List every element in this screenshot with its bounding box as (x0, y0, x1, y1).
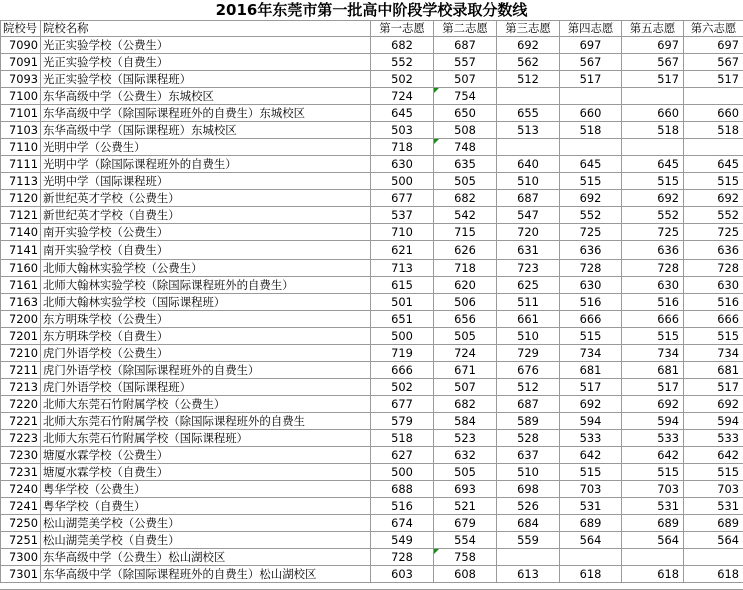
score-cell-choice-1[interactable]: 651 (371, 311, 434, 328)
score-cell-choice-3[interactable]: 687 (497, 190, 560, 207)
score-cell-choice-6[interactable]: 689 (684, 515, 743, 532)
page-title: 2016年东莞市第一批高中阶段学校录取分数线 (215, 1, 528, 19)
score-cell-choice-6[interactable]: 515 (684, 173, 743, 190)
score-cell-choice-5[interactable]: 689 (622, 515, 684, 532)
score-cell-choice-2[interactable]: 682 (434, 190, 497, 207)
table-row (1, 430, 743, 447)
score-cell-choice-5[interactable]: 666 (622, 311, 684, 328)
school-code-cell[interactable]: 7240 (1, 481, 41, 498)
school-name-cell[interactable]: 光明中学（国际课程班） (41, 173, 371, 190)
score-cell-choice-5[interactable]: 564 (622, 532, 684, 549)
score-cell-choice-2[interactable]: 508 (434, 122, 497, 139)
score-cell-choice-4[interactable]: 636 (560, 241, 622, 260)
score-cell-choice-4[interactable]: 728 (560, 260, 622, 277)
score-cell-choice-2[interactable]: 650 (434, 105, 497, 122)
school-name-cell[interactable]: 虎门外语学校（除国际课程班外的自费生） (41, 362, 371, 379)
table-row (1, 190, 743, 207)
score-cell-choice-5[interactable]: 681 (622, 362, 684, 379)
school-name-cell[interactable]: 粤华学校（公费生） (41, 481, 371, 498)
score-cell-choice-1[interactable]: 579 (371, 413, 434, 430)
score-cell-choice-4[interactable]: 533 (560, 430, 622, 447)
score-cell-choice-6[interactable]: 728 (684, 260, 743, 277)
score-cell-choice-1[interactable]: 719 (371, 345, 434, 362)
score-cell-choice-1[interactable]: 724 (371, 88, 434, 105)
score-cell-choice-1[interactable]: 516 (371, 498, 434, 515)
school-code-cell[interactable]: 7090 (1, 37, 41, 54)
score-cell-choice-2[interactable]: 682 (434, 396, 497, 413)
score-cell-choice-6[interactable]: 692 (684, 396, 743, 413)
score-cell-choice-6[interactable]: 630 (684, 277, 743, 294)
score-cell-choice-4[interactable]: 564 (560, 532, 622, 549)
score-cell-choice-2[interactable]: 507 (434, 379, 497, 396)
table-row (1, 447, 743, 464)
score-cell-choice-4[interactable]: 552 (560, 207, 622, 224)
score-cell-choice-6[interactable]: 518 (684, 122, 743, 139)
score-cell-choice-5[interactable]: 517 (622, 71, 684, 88)
school-code-cell[interactable]: 7140 (1, 224, 41, 241)
score-cell-choice-5[interactable]: 618 (622, 566, 684, 583)
score-cell-choice-6[interactable]: 697 (684, 37, 743, 54)
score-cell-choice-2[interactable]: 608 (434, 566, 497, 583)
school-name-cell[interactable]: 北师大翰林实验学校（除国际课程班外的自费生） (41, 277, 371, 294)
score-cell-choice-4[interactable]: 516 (560, 294, 622, 311)
score-cell-choice-2[interactable]: 679 (434, 515, 497, 532)
score-cell-choice-3[interactable]: 684 (497, 515, 560, 532)
school-code-cell[interactable]: 7210 (1, 345, 41, 362)
score-cell-choice-5[interactable]: 515 (622, 328, 684, 345)
score-cell-choice-3[interactable]: 637 (497, 447, 560, 464)
score-cell-choice-5[interactable]: 516 (622, 294, 684, 311)
score-cell-choice-5[interactable]: 552 (622, 207, 684, 224)
score-cell-choice-6[interactable] (684, 549, 743, 566)
score-cell-choice-5[interactable]: 734 (622, 345, 684, 362)
school-code-cell[interactable]: 7230 (1, 447, 41, 464)
score-cell-choice-5[interactable]: 567 (622, 54, 684, 71)
school-code-cell[interactable]: 7301 (1, 566, 41, 583)
score-cell-choice-2[interactable]: 687 (434, 37, 497, 54)
score-cell-choice-3[interactable]: 511 (497, 294, 560, 311)
score-cell-choice-5[interactable]: 645 (622, 156, 684, 173)
school-name-cell[interactable]: 新世纪英才学校（公费生） (41, 190, 371, 207)
score-cell-choice-4[interactable] (560, 139, 622, 156)
score-cell-choice-2[interactable]: 554 (434, 532, 497, 549)
score-cell-choice-3[interactable]: 631 (497, 241, 560, 260)
score-cell-choice-3[interactable]: 559 (497, 532, 560, 549)
score-cell-choice-6[interactable]: 703 (684, 481, 743, 498)
score-cell-choice-3[interactable]: 510 (497, 328, 560, 345)
school-code-cell[interactable]: 7300 (1, 549, 41, 566)
score-cell-choice-2[interactable]: 557 (434, 54, 497, 71)
table-row (1, 311, 743, 328)
score-cell-choice-5[interactable]: 533 (622, 430, 684, 447)
header-choice-1[interactable]: 第一志愿 (371, 21, 434, 37)
school-code-cell[interactable]: 7213 (1, 379, 41, 396)
score-cell-choice-4[interactable]: 515 (560, 328, 622, 345)
score-cell-choice-1[interactable]: 677 (371, 190, 434, 207)
score-cell-choice-3[interactable]: 510 (497, 173, 560, 190)
table-row (1, 549, 743, 566)
score-cell-choice-4[interactable]: 618 (560, 566, 622, 583)
table-row (1, 156, 743, 173)
school-code-cell[interactable]: 7241 (1, 498, 41, 515)
table-row (1, 396, 743, 413)
table-row (1, 105, 743, 122)
score-cell-choice-4[interactable]: 692 (560, 190, 622, 207)
score-cell-choice-3[interactable]: 589 (497, 413, 560, 430)
score-cell-choice-5[interactable]: 515 (622, 173, 684, 190)
school-code-cell[interactable]: 7231 (1, 464, 41, 481)
school-code-cell[interactable]: 7223 (1, 430, 41, 447)
score-cell-choice-1[interactable]: 710 (371, 224, 434, 241)
school-name-cell[interactable]: 光正实验学校（公费生） (41, 37, 371, 54)
score-cell-choice-5[interactable]: 636 (622, 241, 684, 260)
table-row (1, 173, 743, 190)
score-cell-choice-4[interactable]: 692 (560, 396, 622, 413)
school-name-cell[interactable]: 松山湖莞美学校（公费生） (41, 515, 371, 532)
score-cell-choice-5[interactable]: 515 (622, 464, 684, 481)
school-name-cell[interactable]: 北师大东莞石竹附属学校（国际课程班） (41, 430, 371, 447)
school-code-cell[interactable]: 7141 (1, 241, 41, 260)
school-name-cell[interactable]: 南开实验学校（自费生） (41, 241, 371, 260)
school-name-cell[interactable]: 光明中学（公费生） (41, 139, 371, 156)
table-row (1, 328, 743, 345)
score-cell-choice-1[interactable]: 630 (371, 156, 434, 173)
score-cell-choice-2[interactable]: 632 (434, 447, 497, 464)
score-cell-choice-5[interactable]: 697 (622, 37, 684, 54)
table-row (1, 122, 743, 139)
score-cell-choice-2[interactable]: 758 (434, 549, 497, 566)
score-cell-choice-4[interactable]: 517 (560, 71, 622, 88)
table-row (1, 379, 743, 396)
score-cell-choice-4[interactable]: 515 (560, 173, 622, 190)
score-cell-choice-2[interactable]: 542 (434, 207, 497, 224)
school-code-cell[interactable]: 7161 (1, 277, 41, 294)
score-cell-choice-6[interactable]: 594 (684, 413, 743, 430)
table-row (1, 88, 743, 105)
school-code-cell[interactable]: 7251 (1, 532, 41, 549)
header-code[interactable]: 院校号 (1, 21, 41, 37)
score-cell-choice-4[interactable]: 645 (560, 156, 622, 173)
score-cell-choice-4[interactable] (560, 88, 622, 105)
score-cell-choice-5[interactable] (622, 139, 684, 156)
school-name-cell[interactable]: 北师大东莞石竹附属学校（除国际课程班外的自费生 (41, 413, 371, 430)
school-code-cell[interactable]: 7110 (1, 139, 41, 156)
score-cell-choice-2[interactable]: 521 (434, 498, 497, 515)
score-cell-choice-4[interactable]: 703 (560, 481, 622, 498)
score-cell-choice-5[interactable]: 518 (622, 122, 684, 139)
score-cell-choice-2[interactable]: 671 (434, 362, 497, 379)
table-row (1, 37, 743, 54)
score-cell-choice-6[interactable]: 642 (684, 447, 743, 464)
score-cell-choice-3[interactable]: 613 (497, 566, 560, 583)
score-cell-choice-3[interactable]: 625 (497, 277, 560, 294)
score-cell-choice-6[interactable]: 692 (684, 190, 743, 207)
score-cell-choice-1[interactable]: 501 (371, 294, 434, 311)
school-code-cell[interactable]: 7250 (1, 515, 41, 532)
score-cell-choice-6[interactable]: 516 (684, 294, 743, 311)
score-cell-choice-2[interactable]: 505 (434, 328, 497, 345)
school-code-cell[interactable]: 7101 (1, 105, 41, 122)
table-row (1, 260, 743, 277)
score-cell-choice-6[interactable]: 681 (684, 362, 743, 379)
school-name-cell[interactable]: 南开实验学校（公费生） (41, 224, 371, 241)
score-cell-choice-2[interactable]: 506 (434, 294, 497, 311)
school-name-cell[interactable]: 松山湖莞美学校（自费生） (41, 532, 371, 549)
score-cell-choice-4[interactable]: 681 (560, 362, 622, 379)
score-cell-choice-4[interactable]: 734 (560, 345, 622, 362)
score-cell-choice-2[interactable]: 584 (434, 413, 497, 430)
score-cell-choice-3[interactable]: 526 (497, 498, 560, 515)
admission-score-table (0, 20, 743, 583)
score-cell-choice-2[interactable]: 635 (434, 156, 497, 173)
score-cell-choice-6[interactable]: 533 (684, 430, 743, 447)
score-cell-choice-2[interactable]: 748 (434, 139, 497, 156)
score-cell-choice-4[interactable]: 630 (560, 277, 622, 294)
score-cell-choice-6[interactable]: 725 (684, 224, 743, 241)
score-cell-choice-1[interactable]: 603 (371, 566, 434, 583)
school-code-cell[interactable]: 7120 (1, 190, 41, 207)
score-cell-choice-3[interactable]: 512 (497, 379, 560, 396)
score-cell-choice-1[interactable]: 645 (371, 105, 434, 122)
score-cell-choice-3[interactable]: 512 (497, 71, 560, 88)
score-cell-choice-5[interactable]: 728 (622, 260, 684, 277)
score-cell-choice-3[interactable]: 562 (497, 54, 560, 71)
school-name-cell[interactable]: 东方明珠学校（公费生） (41, 311, 371, 328)
score-cell-choice-1[interactable]: 718 (371, 139, 434, 156)
school-code-cell[interactable]: 7121 (1, 207, 41, 224)
header-choice-5[interactable]: 第五志愿 (622, 21, 684, 37)
score-cell-choice-5[interactable]: 594 (622, 413, 684, 430)
school-code-cell[interactable]: 7103 (1, 122, 41, 139)
school-name-cell[interactable]: 塘厦水霖学校（公费生） (41, 447, 371, 464)
table-row (1, 241, 743, 260)
score-cell-choice-3[interactable]: 687 (497, 396, 560, 413)
score-cell-choice-1[interactable]: 549 (371, 532, 434, 549)
score-cell-choice-3[interactable]: 528 (497, 430, 560, 447)
score-cell-choice-3[interactable] (497, 139, 560, 156)
table-row (1, 362, 743, 379)
score-cell-choice-1[interactable]: 502 (371, 379, 434, 396)
score-cell-choice-1[interactable]: 615 (371, 277, 434, 294)
score-cell-choice-2[interactable]: 505 (434, 173, 497, 190)
table-row (1, 498, 743, 515)
table-row (1, 566, 743, 583)
score-cell-choice-1[interactable]: 728 (371, 549, 434, 566)
score-cell-choice-4[interactable]: 642 (560, 447, 622, 464)
header-choice-3[interactable]: 第三志愿 (497, 21, 560, 37)
score-cell-choice-5[interactable]: 517 (622, 379, 684, 396)
score-cell-choice-6[interactable]: 517 (684, 379, 743, 396)
school-name-cell[interactable]: 北师大翰林实验学校（国际课程班） (41, 294, 371, 311)
score-cell-choice-3[interactable]: 640 (497, 156, 560, 173)
score-cell-choice-4[interactable] (560, 549, 622, 566)
score-cell-choice-4[interactable]: 531 (560, 498, 622, 515)
score-cell-choice-2[interactable]: 718 (434, 260, 497, 277)
score-cell-choice-2[interactable]: 724 (434, 345, 497, 362)
score-cell-choice-6[interactable]: 531 (684, 498, 743, 515)
score-cell-choice-3[interactable] (497, 549, 560, 566)
score-cell-choice-2[interactable]: 693 (434, 481, 497, 498)
table-row (1, 532, 743, 549)
table-row (1, 413, 743, 430)
school-code-cell[interactable]: 7100 (1, 88, 41, 105)
score-cell-choice-3[interactable]: 692 (497, 37, 560, 54)
score-cell-choice-6[interactable]: 666 (684, 311, 743, 328)
table-row (1, 224, 743, 241)
score-cell-choice-3[interactable]: 513 (497, 122, 560, 139)
header-choice-6[interactable]: 第六志愿 (684, 21, 743, 37)
score-cell-choice-1[interactable]: 682 (371, 37, 434, 54)
score-cell-choice-4[interactable]: 725 (560, 224, 622, 241)
school-name-cell[interactable]: 塘厦水霖学校（自费生） (41, 464, 371, 481)
score-cell-choice-3[interactable]: 676 (497, 362, 560, 379)
score-cell-choice-5[interactable] (622, 549, 684, 566)
score-cell-choice-6[interactable]: 515 (684, 328, 743, 345)
score-cell-choice-1[interactable]: 677 (371, 396, 434, 413)
table-row (1, 515, 743, 532)
school-code-cell[interactable]: 7220 (1, 396, 41, 413)
score-cell-choice-3[interactable]: 723 (497, 260, 560, 277)
school-code-cell[interactable]: 7211 (1, 362, 41, 379)
school-code-cell[interactable]: 7221 (1, 413, 41, 430)
school-name-cell[interactable]: 光正实验学校（自费生） (41, 54, 371, 71)
school-code-cell[interactable]: 7160 (1, 260, 41, 277)
school-name-cell[interactable]: 东华高级中学（除国际课程班外的自费生）东城校区 (41, 105, 371, 122)
school-code-cell[interactable]: 7113 (1, 173, 41, 190)
score-cell-choice-1[interactable]: 713 (371, 260, 434, 277)
score-cell-choice-5[interactable]: 630 (622, 277, 684, 294)
score-cell-choice-5[interactable]: 642 (622, 447, 684, 464)
score-cell-choice-1[interactable]: 503 (371, 122, 434, 139)
table-row (1, 277, 743, 294)
score-cell-choice-4[interactable]: 666 (560, 311, 622, 328)
school-code-cell[interactable]: 7093 (1, 71, 41, 88)
score-cell-choice-2[interactable]: 505 (434, 464, 497, 481)
score-cell-choice-3[interactable]: 510 (497, 464, 560, 481)
table-row (1, 294, 743, 311)
table-row (1, 464, 743, 481)
score-cell-choice-5[interactable]: 660 (622, 105, 684, 122)
school-name-cell[interactable]: 虎门外语学校（公费生） (41, 345, 371, 362)
score-cell-choice-6[interactable] (684, 139, 743, 156)
score-cell-choice-6[interactable]: 515 (684, 464, 743, 481)
school-name-cell[interactable]: 光正实验学校（国际课程班） (41, 71, 371, 88)
score-cell-choice-5[interactable]: 703 (622, 481, 684, 498)
score-cell-choice-1[interactable]: 537 (371, 207, 434, 224)
score-cell-choice-3[interactable]: 661 (497, 311, 560, 328)
score-cell-choice-4[interactable]: 697 (560, 37, 622, 54)
score-cell-choice-6[interactable]: 645 (684, 156, 743, 173)
school-name-cell[interactable]: 光明中学（除国际课程班外的自费生） (41, 156, 371, 173)
school-name-cell[interactable]: 东华高级中学（国际课程班）东城校区 (41, 122, 371, 139)
school-name-cell[interactable]: 东华高级中学（公费生）松山湖校区 (41, 549, 371, 566)
score-cell-choice-1[interactable]: 688 (371, 481, 434, 498)
score-cell-choice-6[interactable]: 618 (684, 566, 743, 583)
score-cell-choice-6[interactable]: 660 (684, 105, 743, 122)
score-cell-choice-1[interactable]: 666 (371, 362, 434, 379)
score-cell-choice-1[interactable]: 500 (371, 328, 434, 345)
score-cell-choice-6[interactable]: 564 (684, 532, 743, 549)
score-cell-choice-4[interactable]: 660 (560, 105, 622, 122)
score-cell-choice-2[interactable]: 626 (434, 241, 497, 260)
school-code-cell[interactable]: 7163 (1, 294, 41, 311)
table-row (1, 207, 743, 224)
school-name-cell[interactable]: 北师大东莞石竹附属学校（公费生） (41, 396, 371, 413)
score-cell-choice-1[interactable]: 500 (371, 173, 434, 190)
score-cell-choice-1[interactable]: 500 (371, 464, 434, 481)
score-cell-choice-4[interactable]: 518 (560, 122, 622, 139)
score-cell-choice-1[interactable]: 502 (371, 71, 434, 88)
score-cell-choice-3[interactable]: 720 (497, 224, 560, 241)
table-row (1, 71, 743, 88)
score-cell-choice-4[interactable]: 594 (560, 413, 622, 430)
score-cell-choice-1[interactable]: 552 (371, 54, 434, 71)
header-choice-4[interactable]: 第四志愿 (560, 21, 622, 37)
score-cell-choice-1[interactable]: 518 (371, 430, 434, 447)
school-name-cell[interactable]: 新世纪英才学校（自费生） (41, 207, 371, 224)
score-cell-choice-2[interactable]: 754 (434, 88, 497, 105)
score-cell-choice-3[interactable]: 729 (497, 345, 560, 362)
score-cell-choice-3[interactable]: 698 (497, 481, 560, 498)
school-name-cell[interactable]: 粤华学校（自费生） (41, 498, 371, 515)
score-cell-choice-4[interactable]: 567 (560, 54, 622, 71)
school-name-cell[interactable]: 虎门外语学校（国际课程班） (41, 379, 371, 396)
score-cell-choice-6[interactable]: 552 (684, 207, 743, 224)
score-cell-choice-6[interactable]: 734 (684, 345, 743, 362)
score-cell-choice-2[interactable]: 523 (434, 430, 497, 447)
table-row (1, 481, 743, 498)
table-row (1, 54, 743, 71)
score-cell-choice-4[interactable]: 515 (560, 464, 622, 481)
score-cell-choice-5[interactable]: 531 (622, 498, 684, 515)
score-cell-choice-5[interactable]: 692 (622, 396, 684, 413)
score-cell-choice-6[interactable]: 517 (684, 71, 743, 88)
score-cell-choice-4[interactable]: 689 (560, 515, 622, 532)
table-row (1, 139, 743, 156)
score-cell-choice-1[interactable]: 674 (371, 515, 434, 532)
score-cell-choice-5[interactable]: 692 (622, 190, 684, 207)
score-cell-choice-3[interactable] (497, 88, 560, 105)
header-choice-2[interactable]: 第二志愿 (434, 21, 497, 37)
score-cell-choice-5[interactable] (622, 88, 684, 105)
score-cell-choice-4[interactable]: 517 (560, 379, 622, 396)
score-cell-choice-6[interactable]: 636 (684, 241, 743, 260)
score-cell-choice-6[interactable] (684, 88, 743, 105)
score-cell-choice-3[interactable]: 655 (497, 105, 560, 122)
school-code-cell[interactable]: 7091 (1, 54, 41, 71)
school-name-cell[interactable]: 东华高级中学（公费生）东城校区 (41, 88, 371, 105)
header-row (1, 21, 743, 37)
score-cell-choice-2[interactable]: 656 (434, 311, 497, 328)
table-row (1, 345, 743, 362)
score-cell-choice-1[interactable]: 621 (371, 241, 434, 260)
school-name-cell[interactable]: 东华高级中学（除国际课程班外的自费生）松山湖校区 (41, 566, 371, 583)
school-name-cell[interactable]: 东方明珠学校（自费生） (41, 328, 371, 345)
school-name-cell[interactable]: 北师大翰林实验学校（公费生） (41, 260, 371, 277)
score-cell-choice-2[interactable]: 507 (434, 71, 497, 88)
score-cell-choice-5[interactable]: 725 (622, 224, 684, 241)
score-cell-choice-6[interactable]: 567 (684, 54, 743, 71)
score-cell-choice-2[interactable]: 715 (434, 224, 497, 241)
header-name[interactable]: 院校名称 (41, 21, 371, 37)
school-code-cell[interactable]: 7111 (1, 156, 41, 173)
score-cell-choice-2[interactable]: 620 (434, 277, 497, 294)
school-code-cell[interactable]: 7200 (1, 311, 41, 328)
score-cell-choice-3[interactable]: 547 (497, 207, 560, 224)
score-cell-choice-1[interactable]: 627 (371, 447, 434, 464)
school-code-cell[interactable]: 7201 (1, 328, 41, 345)
